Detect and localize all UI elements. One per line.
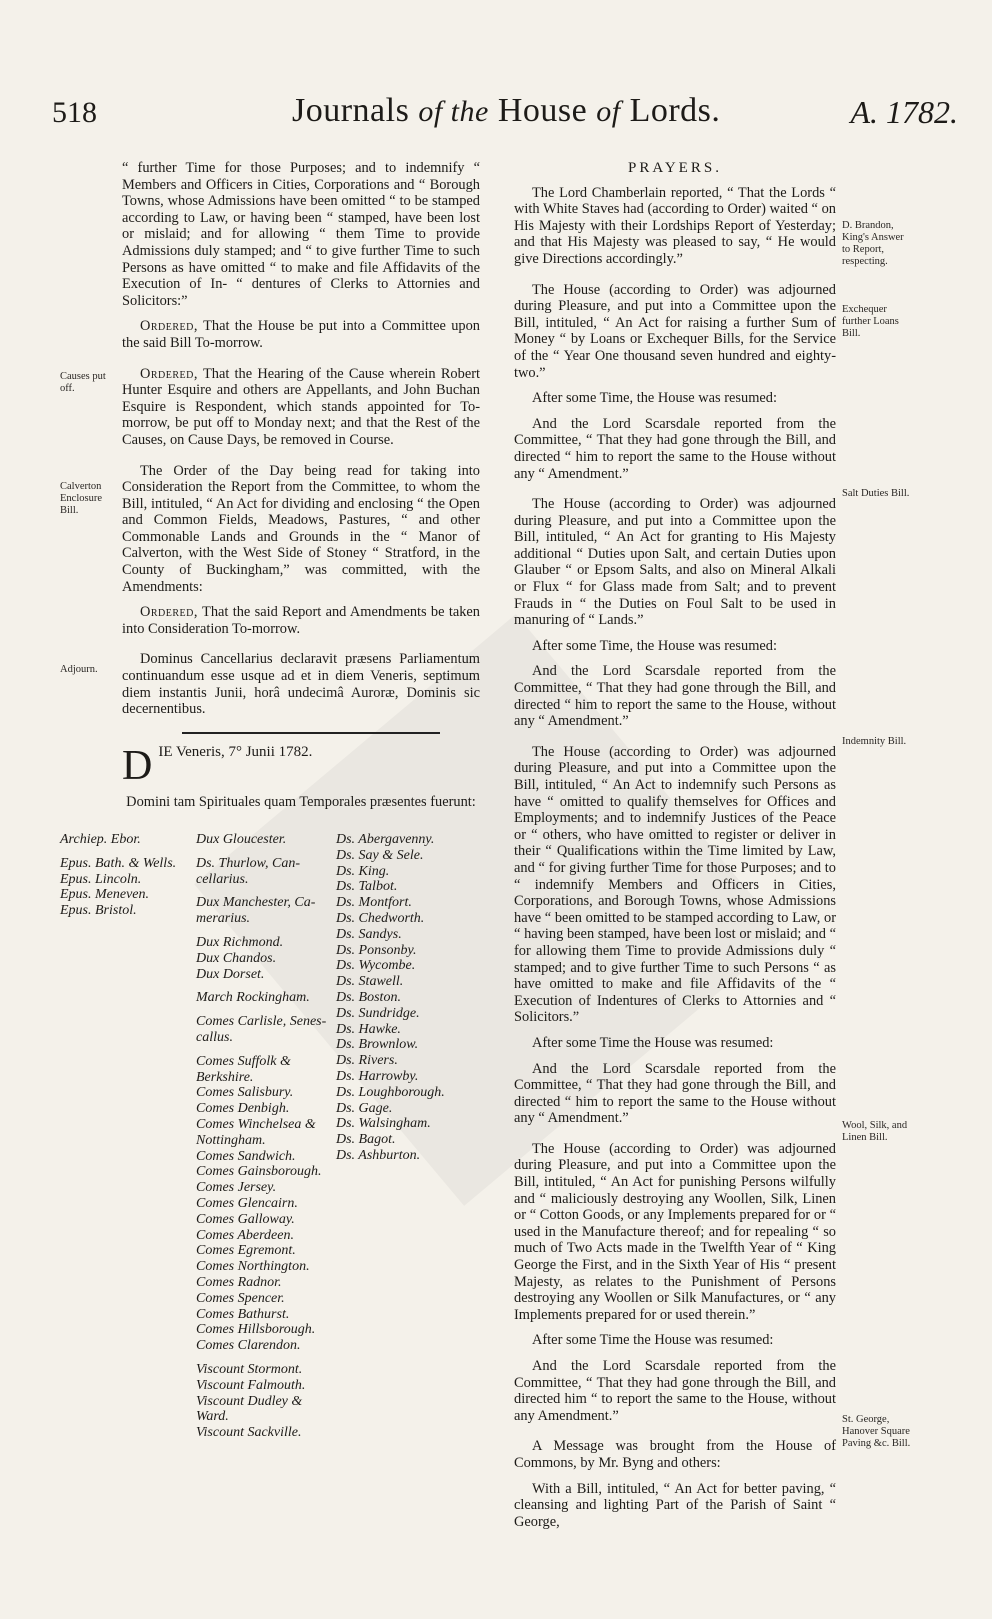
lord-name: merarius. [196, 911, 251, 927]
margin-note: Salt Duties Bill. [842, 488, 910, 499]
list-gap [196, 1354, 326, 1362]
lord-name: Ds. Ponsonby. [336, 942, 417, 958]
peers-list [196, 832, 326, 1441]
lord-name: Ds. Sundridge. [336, 1005, 420, 1021]
lord-name: Berkshire. [196, 1069, 254, 1085]
lord-name: callus. [196, 1029, 233, 1045]
margin-note: Causes put off. [60, 371, 106, 394]
margin-note: Exchequer further Loans Bill. [842, 304, 899, 339]
lord-name: Ds. Montfort. [336, 895, 412, 911]
paragraph-text: That the Hearing of the Cause wherein Robert Hunter Esquire and others are Appellants, and John Buchan Esquire is Respondent, which stands appointed for To-morrow, be put off to Monday next; and that the Rest of the Causes, on Cause Days, be removed in Course. [122, 365, 480, 448]
lord-name: Ds. Loughborough. [336, 1084, 445, 1100]
paragraph-text: That the said Report and Amendments be taken into Consideration To-morrow. [122, 604, 480, 637]
paragraph: And the Lord Scarsdale reported from the Committee, “ That they had gone through the Bill, and directed “ him to report the same to the House without any “ Amendment.” [514, 1060, 836, 1127]
margin-note: Wool, Silk, and Linen Bill. [842, 1120, 908, 1143]
lord-name: Ds. Brownlow. [336, 1037, 419, 1053]
list-gap [196, 887, 326, 895]
title-word: of the [418, 95, 489, 128]
margin-note: St. George, Hanover Square Paving &c. Bill. [842, 1414, 911, 1449]
lord-name: Comes Clarendon. [196, 1338, 301, 1354]
lord-name: Comes Aberdeen. [196, 1227, 294, 1243]
lord-name: Viscount Falmouth. [196, 1377, 306, 1393]
bishops-list [60, 832, 176, 919]
drop-cap: D [122, 742, 153, 789]
list-gap [60, 848, 176, 856]
paragraph: After some Time the House was resumed: [532, 1332, 774, 1349]
lord-name: Ds. Hawke. [336, 1021, 401, 1037]
left-column [122, 160, 480, 820]
lord-name: Comes Gainsborough. [196, 1164, 322, 1180]
paragraph [122, 366, 480, 449]
lord-name: Comes Radnor. [196, 1274, 282, 1290]
paragraph: “ further Time for those Purposes; and to indemnify “ Members and Officers in Cities, Corporations and “ Borough Towns, whose Admissions have been omitted “ to be stamped according to Law, or having been “ stamped, have been lost or mislaid; and for allowing “ them Time to provide Admissions duly stamped; and “ to give further Time to such Persons as have omitted “ to make and file Affidavits of the Execution of In- “ dentures of Clerks to Attornies and Solicitors:” [122, 160, 480, 309]
lord-name: Ds. Sandys. [336, 926, 402, 942]
lord-name: Ds. Boston. [336, 989, 401, 1005]
lord-name: Ds. Thurlow, Can- [196, 855, 300, 871]
margin-note: Calverton Enclosure Bill. [60, 481, 102, 516]
lord-name: Ds. Abergavenny. [336, 832, 435, 847]
lord-name: cellarius. [196, 871, 249, 887]
lord-name: March Rockingham. [196, 990, 310, 1006]
journal-title [292, 92, 720, 130]
lord-name: Comes Glencairn. [196, 1195, 298, 1211]
lord-name: Dux Dorset. [196, 966, 265, 982]
lord-name: Comes Northington. [196, 1259, 310, 1275]
margin-note: Indemnity Bill. [842, 736, 907, 747]
lord-name: Dux Manchester, Ca- [196, 895, 316, 911]
lord-name: Dux Chandos. [196, 950, 277, 966]
list-gap [196, 848, 326, 856]
lord-name: Ds. King. [336, 863, 390, 879]
lord-name: Comes Jersey. [196, 1180, 277, 1196]
year-label: A. 1782. [850, 94, 958, 130]
paragraph: After some Time, the House was resumed: [532, 637, 778, 654]
title-word: of [596, 95, 621, 128]
lord-name: Ds. Walsingham. [336, 1116, 431, 1132]
title-word: Lords. [629, 92, 721, 129]
divider [182, 732, 440, 734]
lord-name: Ds. Chedworth. [336, 910, 425, 926]
date-heading [122, 742, 480, 789]
margin-note: Adjourn. [60, 664, 98, 675]
paragraph: The Lord Chamberlain reported, “ That the Lords “ with White Staves had (according to Order) waited “ on His Majesty with their Lordships Report of Yesterday; and that His Majesty was pleased to say, “ He would give Directions accordingly.” [514, 184, 836, 267]
paragraph: The House (according to Order) was adjourned during Pleasure, and put into a Committee upon the Bill, intituled, “ An Act to indemnify such Persons as have “ omitted to qualify themselves for Offices and Employments; and to indemnify Justices of the Peace or “ others, who have omitted to register or deliver in their “ Qualifications within the Time limited by Law, and “ for giving further Time for those Purposes; and to “ indemnify Members and Officers in Cities, Corporations, and Borough Towns, whose Admissions have “ been omitted to be stamped according to Law, or “ having been stamped, have been lost or mislaid; and “ for allowing them Time to provide Admissions duly “ stamped; and to give further Time to such Persons “ as have omitted to make and file Affidavits of the “ Execution of Indentures of Clerks to Attornies and “ Solicitors.” [514, 743, 836, 1026]
ordered-label: Ordered, [140, 365, 198, 382]
paragraph: With a Bill, intituled, “ An Act for better paving, “ cleansing and lighting Part of the Parish of Saint “ George, [514, 1480, 836, 1530]
lord-name: Viscount Dudley & [196, 1393, 303, 1409]
lord-name: Comes Egremont. [196, 1243, 296, 1259]
lord-name: Ward. [196, 1409, 229, 1425]
ordered-label: Ordered, [140, 604, 198, 621]
date-text: IE Veneris, 7° Junii 1782. [158, 743, 313, 760]
paragraph-text: That the House be put into a Committee upon the said Bill To-morrow. [122, 318, 480, 351]
lord-name: Archiep. Ebor. [60, 832, 141, 847]
lord-name: Comes Spencer. [196, 1290, 285, 1306]
lord-name: Ds. Ashburton. [336, 1147, 421, 1163]
paragraph: And the Lord Scarsdale reported from the Committee, “ That they had gone through the Bill, and directed him “ to report the same to the House, without any Amendment.” [514, 1358, 836, 1424]
paragraph: The House (according to Order) was adjourned during Pleasure, and put into a Committee upon the Bill, intituled, “ An Act for raising a further Sum of Money “ by Loans or Exchequer Bills, for the Service of the “ Year One thousand seven hundred and eighty-two.” [514, 281, 836, 381]
paragraph: Dominus Cancellarius declaravit præsens Parliamentum continuandum esse usque ad et in diem Veneris, septimum diem instantis Junii, horâ undecimâ Auroræ, Dominis sic decernentibus. [122, 651, 480, 718]
lord-name: Dux Richmond. [196, 934, 284, 950]
lord-name: Comes Carlisle, Senes- [196, 1014, 327, 1030]
paragraph: And the Lord Scarsdale reported from the Committee, “ That they had gone through the Bill, and directed “ him to report the same to the House, without any “ Amendment.” [514, 663, 836, 730]
page-header [52, 92, 958, 142]
lord-name: Epus. Bristol. [60, 903, 137, 919]
lord-name: Ds. Rivers. [336, 1053, 398, 1069]
paragraph [122, 604, 480, 637]
lord-name: Comes Denbigh. [196, 1101, 290, 1117]
list-gap [196, 927, 326, 935]
lord-name: Ds. Say & Sele. [336, 847, 424, 863]
lord-name: Ds. Gage. [336, 1100, 393, 1116]
list-gap [196, 1046, 326, 1054]
lord-name: Comes Hillsborough. [196, 1322, 316, 1338]
lord-name: Ds. Harrowby. [336, 1068, 419, 1084]
paragraph: And the Lord Scarsdale reported from the Committee, “ That they had gone through the Bill, and directed “ him to report the same to the House without any “ Amendment.” [514, 415, 836, 482]
right-column [514, 160, 836, 1539]
title-word: House [497, 92, 588, 129]
title-word: Journals [292, 92, 410, 129]
paragraph: The Order of the Day being read for taking into Consideration the Report from the Committee, to whom the Bill, intituled, “ An Act for dividing and enclosing “ the Open and Common Fields, Meadows, Pastures, “ and other Commonable Lands and Grounds in the “ Manor of Calverton, with the West Side of Stoney “ Stratford, in the County of Buckingham,” was committed, with the Amendments: [122, 462, 480, 595]
attendance-heading: Domini tam Spirituales quam Temporales præsentes fuerunt: [126, 793, 476, 810]
lord-name: Ds. Wycombe. [336, 958, 416, 974]
margin-note: D. Brandon, King's Answer to Report, respecting. [842, 220, 904, 267]
lord-name: Epus. Meneven. [60, 887, 150, 903]
lord-name: Dux Gloucester. [196, 832, 287, 847]
lord-name: Comes Sandwich. [196, 1148, 296, 1164]
lord-name: Viscount Stormont. [196, 1361, 303, 1377]
page-number: 518 [52, 96, 97, 129]
lord-name: Epus. Bath. & Wells. [60, 855, 177, 871]
list-gap [196, 982, 326, 990]
paragraph: The House (according to Order) was adjourned during Pleasure, and put into a Committee upon the Bill, intituled, “ An Act for punishing Persons wilfully and “ maliciously destroying any Woollen, Silk, Linen or “ Cotton Goods, or any Implements prepared for or “ used in the Manufacture thereof; and for repealing “ so much of Two Acts made in the Twelfth Year of “ King George the First, and in the Sixth Year of His “ present Majesty, as relates to the Punishment of Persons destroying any Woollen or Silk Manufactures, or “ any Implements prepared for or used therein.” [514, 1140, 836, 1323]
lord-name: Viscount Sackville. [196, 1425, 302, 1441]
lord-name: Ds. Stawell. [336, 974, 404, 990]
lord-name: Comes Suffolk & [196, 1053, 291, 1069]
lord-name: Comes Bathurst. [196, 1306, 290, 1322]
lord-name: Ds. Bagot. [336, 1132, 396, 1148]
paragraph [122, 318, 480, 351]
paragraph: The House (according to Order) was adjourned during Pleasure, and put into a Committee upon the Bill, intituled, “ An Act for granting to His Majesty additional “ Duties upon Salt, and certain Duties upon Glauber “ or Epsom Salts, and also on Mineral Alkali or Flux “ for Glass made from Salt; and to prevent Frauds in “ the Duties on Foul Salt to be used in manuring of “ Lands.” [514, 496, 836, 629]
lord-name: Comes Galloway. [196, 1211, 295, 1227]
paragraph: After some Time the House was resumed: [532, 1034, 774, 1051]
section-heading: PRAYERS. [628, 160, 722, 176]
paragraph: After some Time, the House was resumed: [532, 390, 778, 407]
lord-name: Comes Winchelsea & [196, 1116, 316, 1132]
list-gap [196, 1006, 326, 1014]
lord-name: Epus. Lincoln. [60, 871, 142, 887]
barons-list [336, 832, 445, 1164]
lord-name: Ds. Talbot. [336, 879, 398, 895]
ordered-label: Ordered, [140, 318, 198, 335]
lord-name: Nottingham. [196, 1132, 266, 1148]
paragraph: A Message was brought from the House of Commons, by Mr. Byng and others: [514, 1438, 836, 1471]
lord-name: Comes Salisbury. [196, 1085, 294, 1101]
